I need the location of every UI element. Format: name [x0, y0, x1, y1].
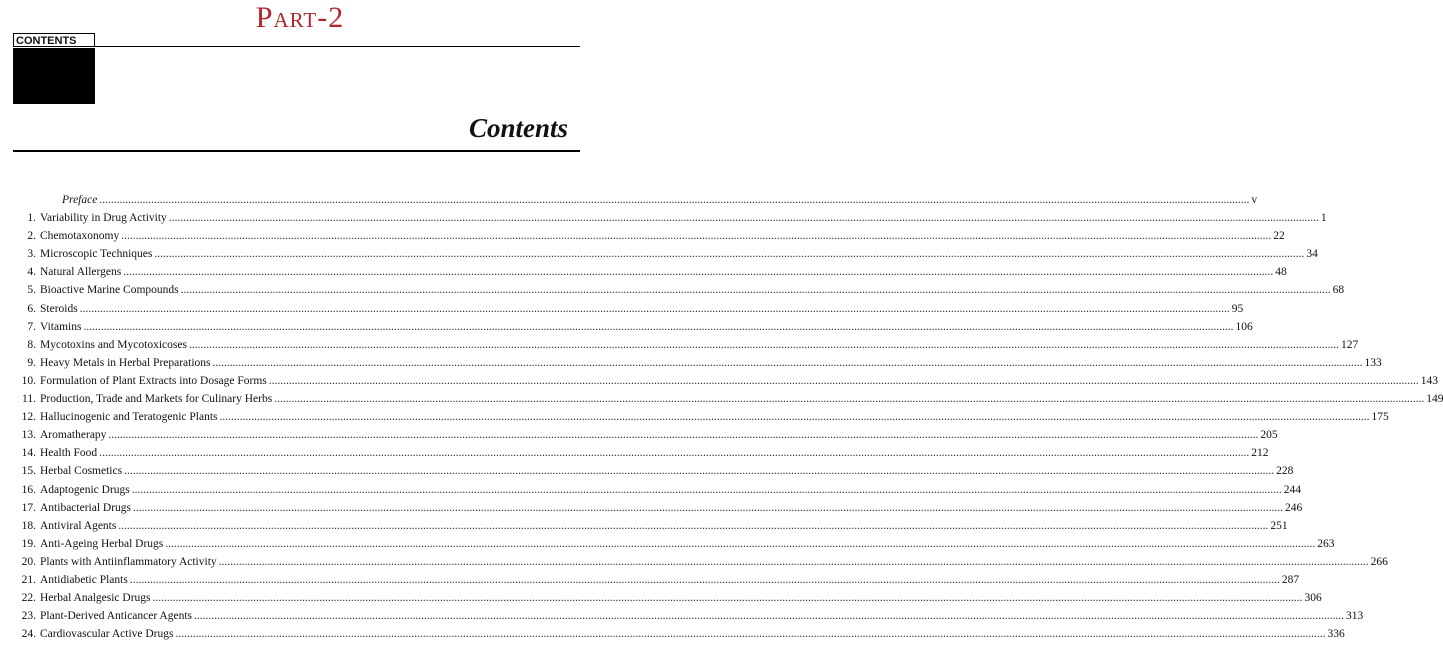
toc-entry-page: 149 — [1426, 393, 1443, 406]
toc-entry-number: 23. — [21, 610, 36, 623]
toc-entry-number: 18. — [21, 519, 36, 532]
toc-entry-title: Steroids — [40, 302, 78, 315]
dot-leader: ................................................................................................................................................................................................................................................................................................................................................................................................................ — [129, 573, 1280, 586]
toc-entry-title: Plant-Derived Anticancer Agents — [40, 610, 193, 623]
toc-entry — [14, 625, 1345, 643]
dot-leader: ................................................................................................................................................................................................................................................................................................................................................................................................................ — [124, 465, 1275, 478]
toc-entry-title: Chemotaxonomy — [40, 230, 120, 243]
toc-entry — [14, 408, 1389, 426]
toc-entry-title: Bioactive Marine Compounds — [40, 284, 179, 297]
dot-leader: ................................................................................................................................................................................................................................................................................................................................................................................................................ — [180, 284, 1331, 297]
toc-entry-page: 1 — [1320, 212, 1327, 225]
dot-leader: ................................................................................................................................................................................................................................................................................................................................................................................................................ — [212, 356, 1363, 369]
toc-entry-page: 212 — [1251, 447, 1269, 460]
dot-leader: ................................................................................................................................................................................................................................................................................................................................................................................................................ — [121, 230, 1272, 243]
dot-leader: ................................................................................................................................................................................................................................................................................................................................................................................................................ — [188, 338, 1339, 351]
dot-leader: ................................................................................................................................................................................................................................................................................................................................................................................................................ — [99, 447, 1250, 460]
dot-leader: ................................................................................................................................................................................................................................................................................................................................................................................................................ — [218, 555, 1369, 568]
toc-entry-page: 246 — [1285, 501, 1303, 514]
toc-entry-number: 10. — [21, 374, 36, 387]
toc-entry-number: 16. — [21, 483, 36, 496]
toc-entry-page: 313 — [1346, 610, 1364, 623]
toc-entry-number: 6. — [27, 302, 36, 315]
toc-entry-number: 13. — [21, 429, 36, 442]
toc-list — [14, 191, 1443, 643]
toc-entry-title: Herbal Cosmetics — [40, 465, 123, 478]
toc-entry — [14, 227, 1285, 245]
toc-entry-number: 4. — [27, 266, 36, 279]
dot-leader: ................................................................................................................................................................................................................................................................................................................................................................................................................ — [168, 212, 1319, 225]
toc-entry-number: 12. — [21, 411, 36, 424]
toc-entry-title: Production, Trade and Markets for Culinary Herbs — [40, 393, 273, 406]
toc-entry-page: 336 — [1327, 628, 1345, 641]
toc-entry — [14, 245, 1318, 263]
toc-entry-page: 263 — [1317, 537, 1335, 550]
toc-entry-title: Formulation of Plant Extracts into Dosage Forms — [40, 374, 267, 387]
toc-entry-page: 106 — [1235, 320, 1253, 333]
toc-entry — [14, 209, 1327, 227]
toc-entry-title: Vitamins — [40, 320, 82, 333]
toc-entry-page: 22 — [1273, 230, 1285, 243]
toc-entry-number: 2. — [27, 230, 36, 243]
toc-entry-page: 251 — [1270, 519, 1288, 532]
toc-entry-page: 306 — [1304, 592, 1322, 605]
toc-preface-entry — [14, 191, 1258, 209]
toc-entry — [14, 607, 1364, 625]
toc-entry-title: Microscopic Techniques — [40, 248, 153, 261]
toc-entry-number: 1. — [27, 212, 36, 225]
black-block — [13, 48, 95, 104]
toc-entry-number: 20. — [21, 555, 36, 568]
toc-entry-title: Antibacterial Drugs — [40, 501, 132, 514]
dot-leader: ................................................................................................................................................................................................................................................................................................................................................................................................................ — [79, 302, 1230, 315]
toc-entry-title: Herbal Analgesic Drugs — [40, 592, 151, 605]
toc-entry-page: v — [1251, 194, 1258, 206]
dot-leader: ................................................................................................................................................................................................................................................................................................................................................................................................................ — [154, 248, 1305, 261]
dot-leader: ................................................................................................................................................................................................................................................................................................................................................................................................................ — [274, 393, 1425, 406]
toc-entry-title: Health Food — [40, 447, 98, 460]
toc-entry — [14, 481, 1301, 499]
dot-leader: ................................................................................................................................................................................................................................................................................................................................................................................................................ — [165, 537, 1316, 550]
toc-entry-number: 22. — [21, 592, 36, 605]
toc-entry-page: 266 — [1370, 555, 1388, 568]
toc-entry-page: 205 — [1260, 429, 1278, 442]
toc-entry — [14, 426, 1278, 444]
part-title: Part-2 — [255, 1, 345, 34]
toc-entry — [14, 553, 1388, 571]
toc-entry — [14, 336, 1359, 354]
toc-entry-number: 8. — [27, 338, 36, 351]
toc-entry — [14, 300, 1244, 318]
toc-entry-title: Heavy Metals in Herbal Preparations — [40, 356, 211, 369]
dot-leader: ................................................................................................................................................................................................................................................................................................................................................................................................................ — [99, 194, 1250, 206]
toc-entry — [14, 354, 1382, 372]
toc-entry-number: 21. — [21, 573, 36, 586]
toc-entry-number: 19. — [21, 537, 36, 550]
toc-entry — [14, 390, 1443, 408]
toc-entry — [14, 372, 1439, 390]
heading-divider — [13, 150, 580, 152]
dot-leader: ................................................................................................................................................................................................................................................................................................................................................................................................................ — [83, 320, 1234, 333]
top-divider — [95, 46, 580, 47]
toc-entry-title: Antiviral Agents — [40, 519, 117, 532]
toc-entry-page: 228 — [1276, 465, 1294, 478]
toc-entry-title: Mycotoxins and Mycotoxicoses — [40, 338, 187, 351]
toc-entry-title: Preface — [62, 194, 98, 206]
dot-leader: ................................................................................................................................................................................................................................................................................................................................................................................................................ — [268, 374, 1419, 387]
dot-leader: ................................................................................................................................................................................................................................................................................................................................................................................................................ — [152, 592, 1303, 605]
toc-entry-number: 14. — [21, 447, 36, 460]
contents-tag: CONTENTS — [13, 33, 95, 47]
dot-leader: ................................................................................................................................................................................................................................................................................................................................................................................................................ — [219, 411, 1370, 424]
toc-entry — [14, 571, 1300, 589]
toc-entry — [14, 281, 1345, 299]
toc-entry-title: Cardiovascular Active Drugs — [40, 628, 174, 641]
toc-entry-page: 95 — [1231, 302, 1244, 315]
toc-entry-page: 175 — [1371, 411, 1389, 424]
toc-entry-title: Antidiabetic Plants — [40, 573, 128, 586]
toc-entry-title: Anti-Ageing Herbal Drugs — [40, 537, 164, 550]
toc-entry-page: 48 — [1275, 266, 1287, 279]
toc-entry-page: 127 — [1340, 338, 1359, 351]
toc-entry — [14, 499, 1303, 517]
toc-entry-title: Aromatherapy — [40, 429, 107, 442]
toc-entry-number: 17. — [21, 501, 36, 514]
toc-entry-page: 143 — [1420, 374, 1439, 387]
dot-leader: ................................................................................................................................................................................................................................................................................................................................................................................................................ — [131, 483, 1282, 496]
toc-entry-page: 287 — [1281, 573, 1300, 586]
toc-entry-page: 34 — [1306, 248, 1318, 261]
toc-entry-number: 15. — [21, 465, 36, 478]
toc-entry-number: 7. — [27, 320, 36, 333]
toc-entry-number: 9. — [27, 356, 36, 369]
page-heading: Contents — [468, 113, 568, 143]
toc-entry-number: 11. — [22, 393, 36, 406]
toc-entry-title: Variability in Drug Activity — [40, 212, 167, 225]
toc-entry — [14, 517, 1288, 535]
toc-entry — [14, 535, 1335, 553]
toc-entry — [14, 263, 1287, 281]
toc-entry — [14, 462, 1294, 480]
toc-entry — [14, 444, 1269, 462]
dot-leader: ................................................................................................................................................................................................................................................................................................................................................................................................................ — [133, 501, 1284, 514]
toc-entry-number: 3. — [27, 248, 36, 261]
toc-entry-title: Natural Allergens — [40, 266, 122, 279]
toc-entry-number: 24. — [21, 628, 36, 641]
toc-entry — [14, 318, 1253, 336]
toc-entry-title: Adaptogenic Drugs — [40, 483, 130, 496]
toc-entry-title: Plants with Antiinflammatory Activity — [40, 555, 217, 568]
toc-entry-title: Hallucinogenic and Teratogenic Plants — [40, 411, 218, 424]
toc-entry — [14, 589, 1322, 607]
toc-entry-page: 68 — [1332, 284, 1345, 297]
dot-leader: ................................................................................................................................................................................................................................................................................................................................................................................................................ — [118, 519, 1269, 532]
dot-leader: ................................................................................................................................................................................................................................................................................................................................................................................................................ — [175, 628, 1326, 641]
dot-leader: ................................................................................................................................................................................................................................................................................................................................................................................................................ — [194, 610, 1345, 623]
toc-entry-page: 133 — [1364, 356, 1382, 369]
toc-entry-page: 244 — [1283, 483, 1301, 496]
dot-leader: ................................................................................................................................................................................................................................................................................................................................................................................................................ — [108, 429, 1259, 442]
dot-leader: ................................................................................................................................................................................................................................................................................................................................................................................................................ — [123, 266, 1274, 279]
toc-entry-number: 5. — [27, 284, 36, 297]
